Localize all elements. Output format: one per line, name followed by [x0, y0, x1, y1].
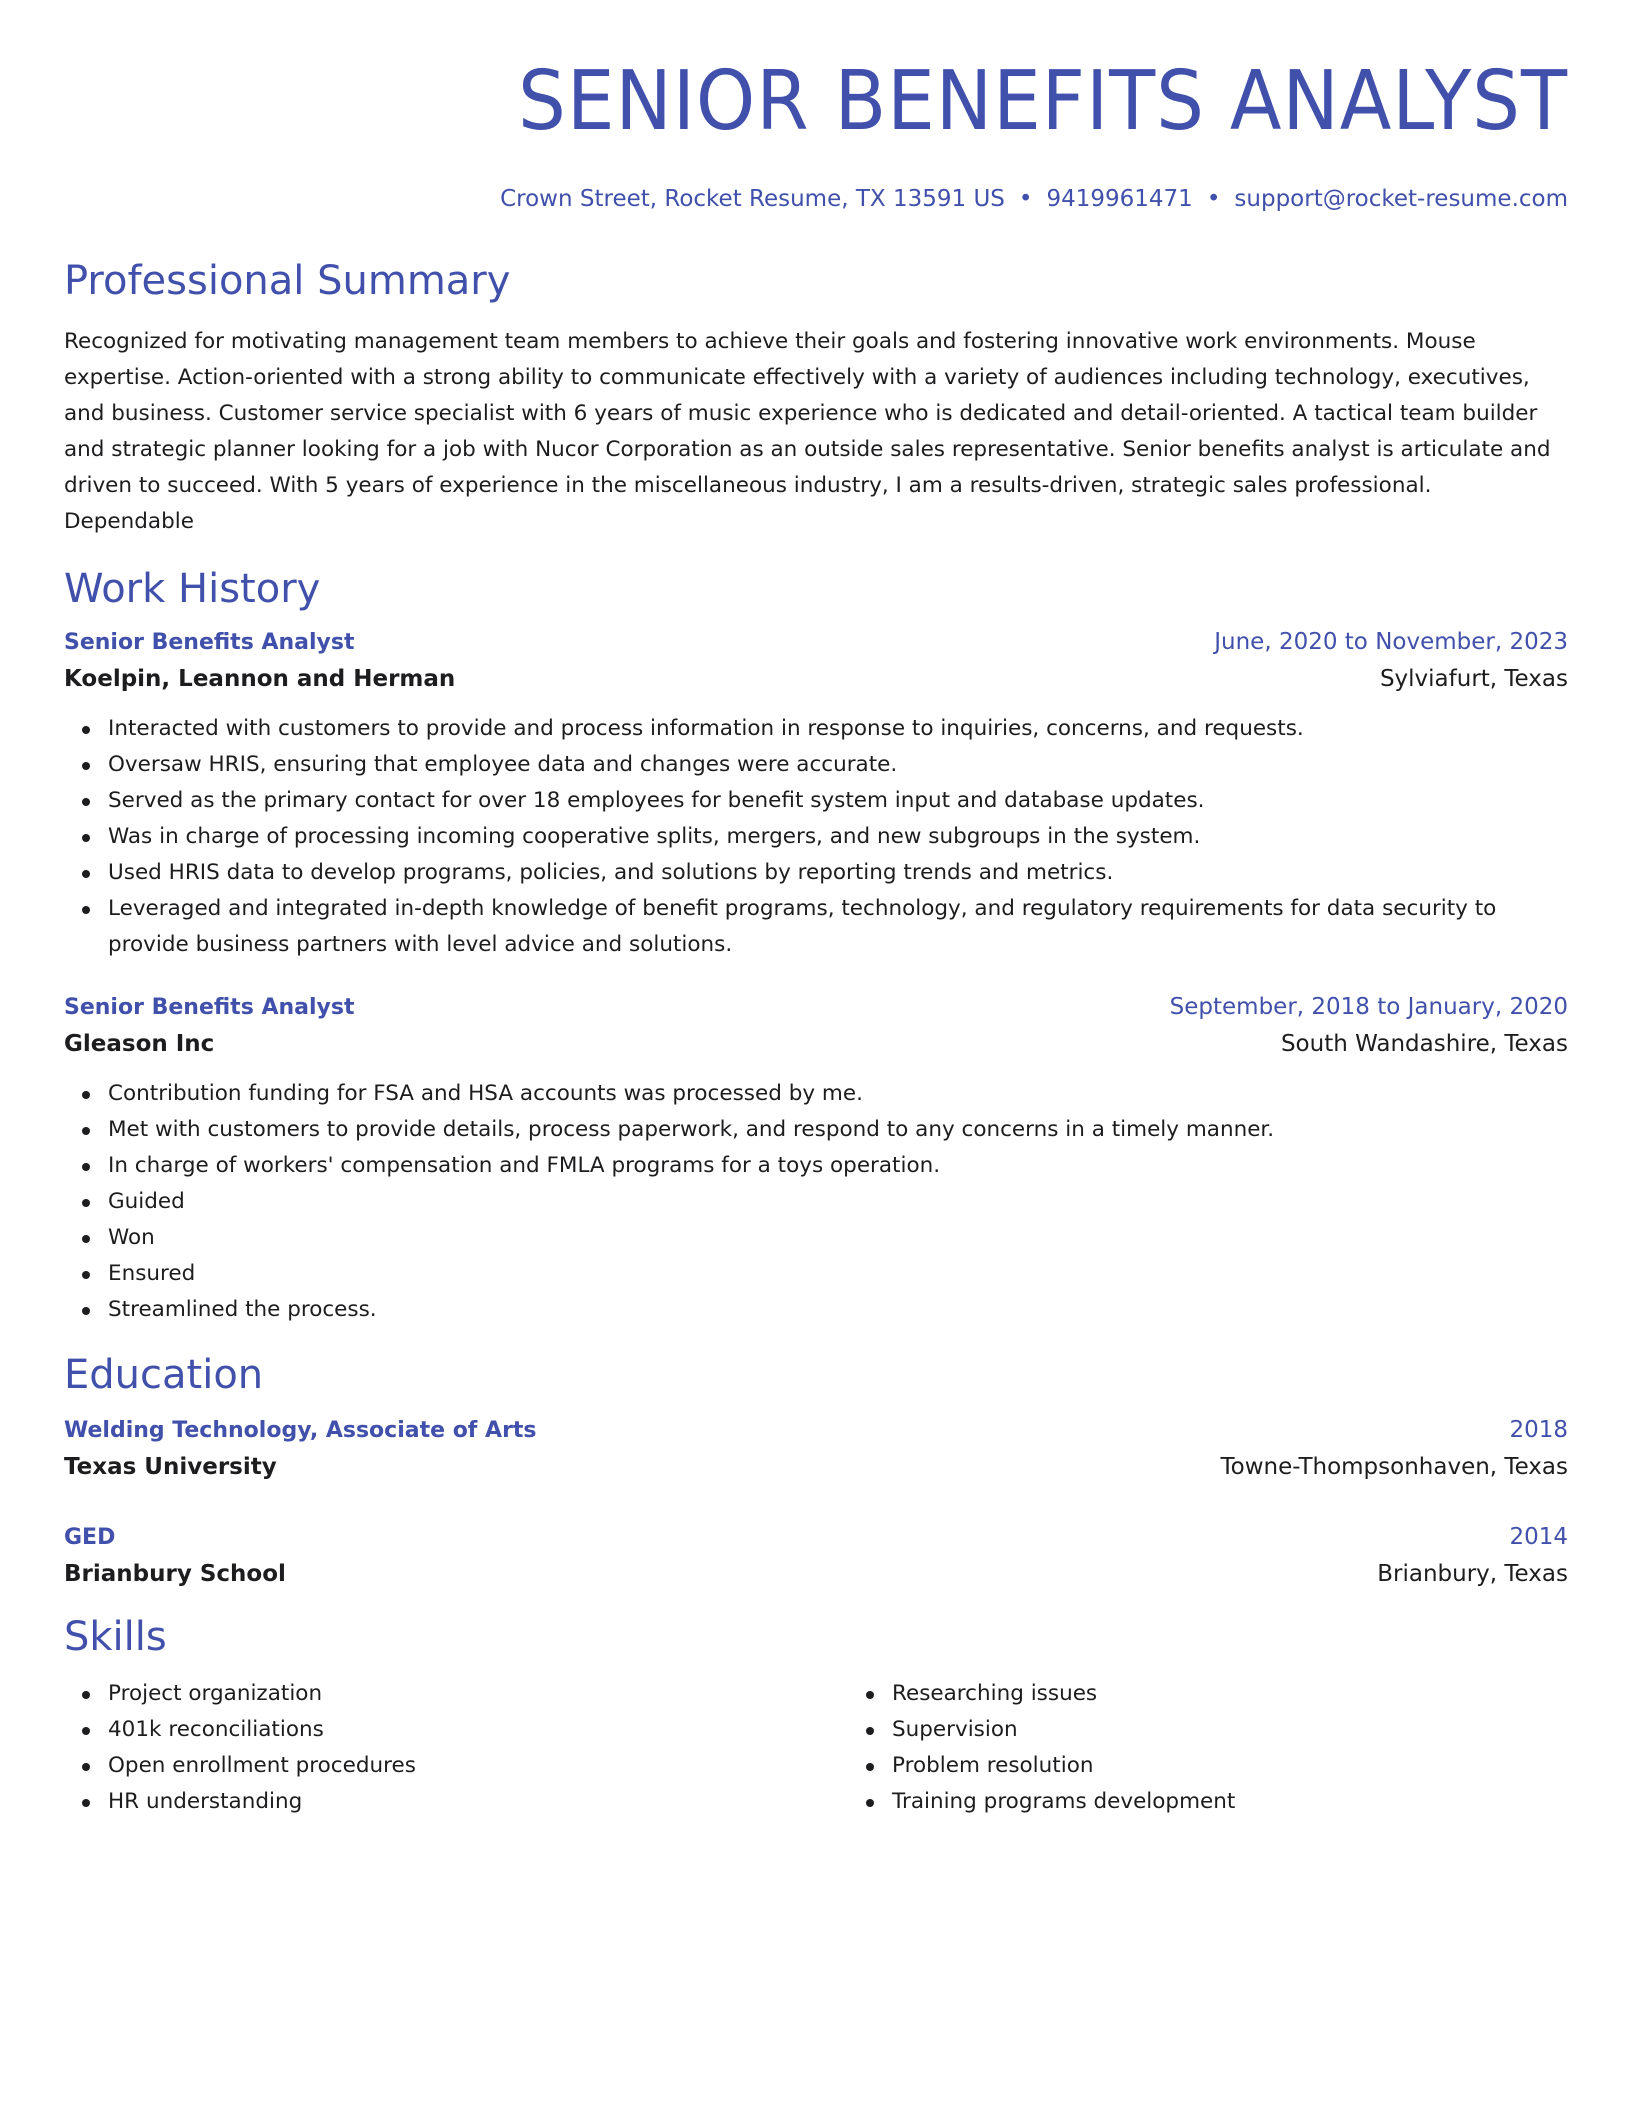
graduation-year: 2014 — [1509, 1524, 1568, 1550]
degree-name: GED — [64, 1525, 116, 1550]
work-entry-subheader — [64, 1026, 1568, 1062]
skill-item: Training programs development — [892, 1784, 1592, 1820]
company-name: Koelpin, Leannon and Herman — [64, 666, 456, 692]
list-item: Served as the primary contact for over 18 employees for benefit system input and database updates. — [108, 783, 1568, 819]
education-entry-header — [64, 1412, 1568, 1449]
school-name: Texas University — [64, 1454, 277, 1480]
contact-separator: • — [1018, 186, 1033, 212]
skill-item: Researching issues — [892, 1676, 1592, 1712]
graduation-year: 2018 — [1509, 1417, 1568, 1443]
work-entry-header — [64, 989, 1568, 1026]
company-name: Gleason Inc — [64, 1031, 215, 1057]
skill-item: HR understanding — [108, 1784, 848, 1820]
contact-line — [64, 184, 1568, 214]
list-item: Met with customers to provide details, process paperwork, and respond to any concerns in a timely manner. — [108, 1112, 1568, 1148]
education-entry-subheader — [64, 1556, 1568, 1592]
work-entry-header — [64, 624, 1568, 661]
contact-separator: • — [1206, 186, 1221, 212]
job-dates: June, 2020 to November, 2023 — [1214, 629, 1568, 655]
list-item: Interacted with customers to provide and process information in response to inquiries, concerns, and requests. — [108, 711, 1568, 747]
work-entry — [64, 989, 1568, 1328]
skills-list-right — [848, 1676, 1592, 1820]
degree-name: Welding Technology, Associate of Arts — [64, 1418, 537, 1443]
list-item: Was in charge of processing incoming cooperative splits, mergers, and new subgroups in the system. — [108, 819, 1568, 855]
skill-item: Supervision — [892, 1712, 1592, 1748]
school-location: Brianbury, Texas — [1377, 1561, 1568, 1587]
skill-item: Problem resolution — [892, 1748, 1592, 1784]
resume-header — [64, 52, 1568, 214]
list-item: Leveraged and integrated in-depth knowledge of benefit programs, technology, and regulatory requirements for data security to provide business partners with level advice and solutions. — [108, 891, 1568, 963]
work-entry-subheader — [64, 661, 1568, 697]
list-item: Contribution funding for FSA and HSA accounts was processed by me. — [108, 1076, 1568, 1112]
list-item: Used HRIS data to develop programs, policies, and solutions by reporting trends and metrics. — [108, 855, 1568, 891]
job-dates: September, 2018 to January, 2020 — [1169, 994, 1568, 1020]
section-title-skills: Skills — [64, 1614, 167, 1660]
section-title-summary: Professional Summary — [64, 258, 511, 304]
contact-email[interactable]: support@rocket-resume.com — [1234, 186, 1568, 212]
skill-item: Project organization — [108, 1676, 848, 1712]
contact-phone: 9419961471 — [1046, 186, 1193, 212]
school-location: Towne-Thompsonhaven, Texas — [1220, 1454, 1568, 1480]
job-location: Sylviafurt, Texas — [1379, 666, 1568, 692]
skill-item: 401k reconciliations — [108, 1712, 848, 1748]
summary-text: Recognized for motivating management team members to achieve their goals and fostering innovative work environments. Mouse expertise. Action-oriented with a strong ability to communicate effectively with a variety of audiences including technology, executives, and business. Customer service specialist with 6 years of music experience who is dedicated and detail-oriented. A tactical team builder and strategic planner looking for a job with Nucor Corporation as an outside sales representative. Senior benefits analyst is articulate and driven to succeed. With 5 years of experience in the miscellaneous industry, I am a results-driven, strategic sales professional. Dependable — [64, 329, 1551, 534]
skills-list-left — [64, 1676, 848, 1820]
job-duties-list — [64, 711, 1568, 963]
work-entry — [64, 624, 1568, 963]
education-entry — [64, 1519, 1568, 1592]
education-entry-header — [64, 1519, 1568, 1556]
skill-item: Open enrollment procedures — [108, 1748, 848, 1784]
page-title: SENIOR BENEFITS ANALYST — [518, 54, 1568, 149]
education-entry — [64, 1412, 1568, 1485]
list-item: Streamlined the process. — [108, 1292, 1568, 1328]
job-title: Senior Benefits Analyst — [64, 995, 355, 1020]
school-name: Brianbury School — [64, 1561, 286, 1587]
job-duties-list — [64, 1076, 1568, 1328]
list-item: Oversaw HRIS, ensuring that employee data and changes were accurate. — [108, 747, 1568, 783]
list-item: Won — [108, 1220, 1568, 1256]
list-item: Guided — [108, 1184, 1568, 1220]
education-entry-subheader — [64, 1449, 1568, 1485]
job-location: South Wandashire, Texas — [1280, 1031, 1568, 1057]
contact-address: Crown Street, Rocket Resume, TX 13591 US — [500, 186, 1005, 212]
skills-columns — [64, 1676, 1568, 1820]
list-item: In charge of workers' compensation and FMLA programs for a toys operation. — [108, 1148, 1568, 1184]
job-title: Senior Benefits Analyst — [64, 630, 355, 655]
section-title-education: Education — [64, 1352, 264, 1398]
list-item: Ensured — [108, 1256, 1568, 1292]
section-title-work-history: Work History — [64, 566, 321, 612]
